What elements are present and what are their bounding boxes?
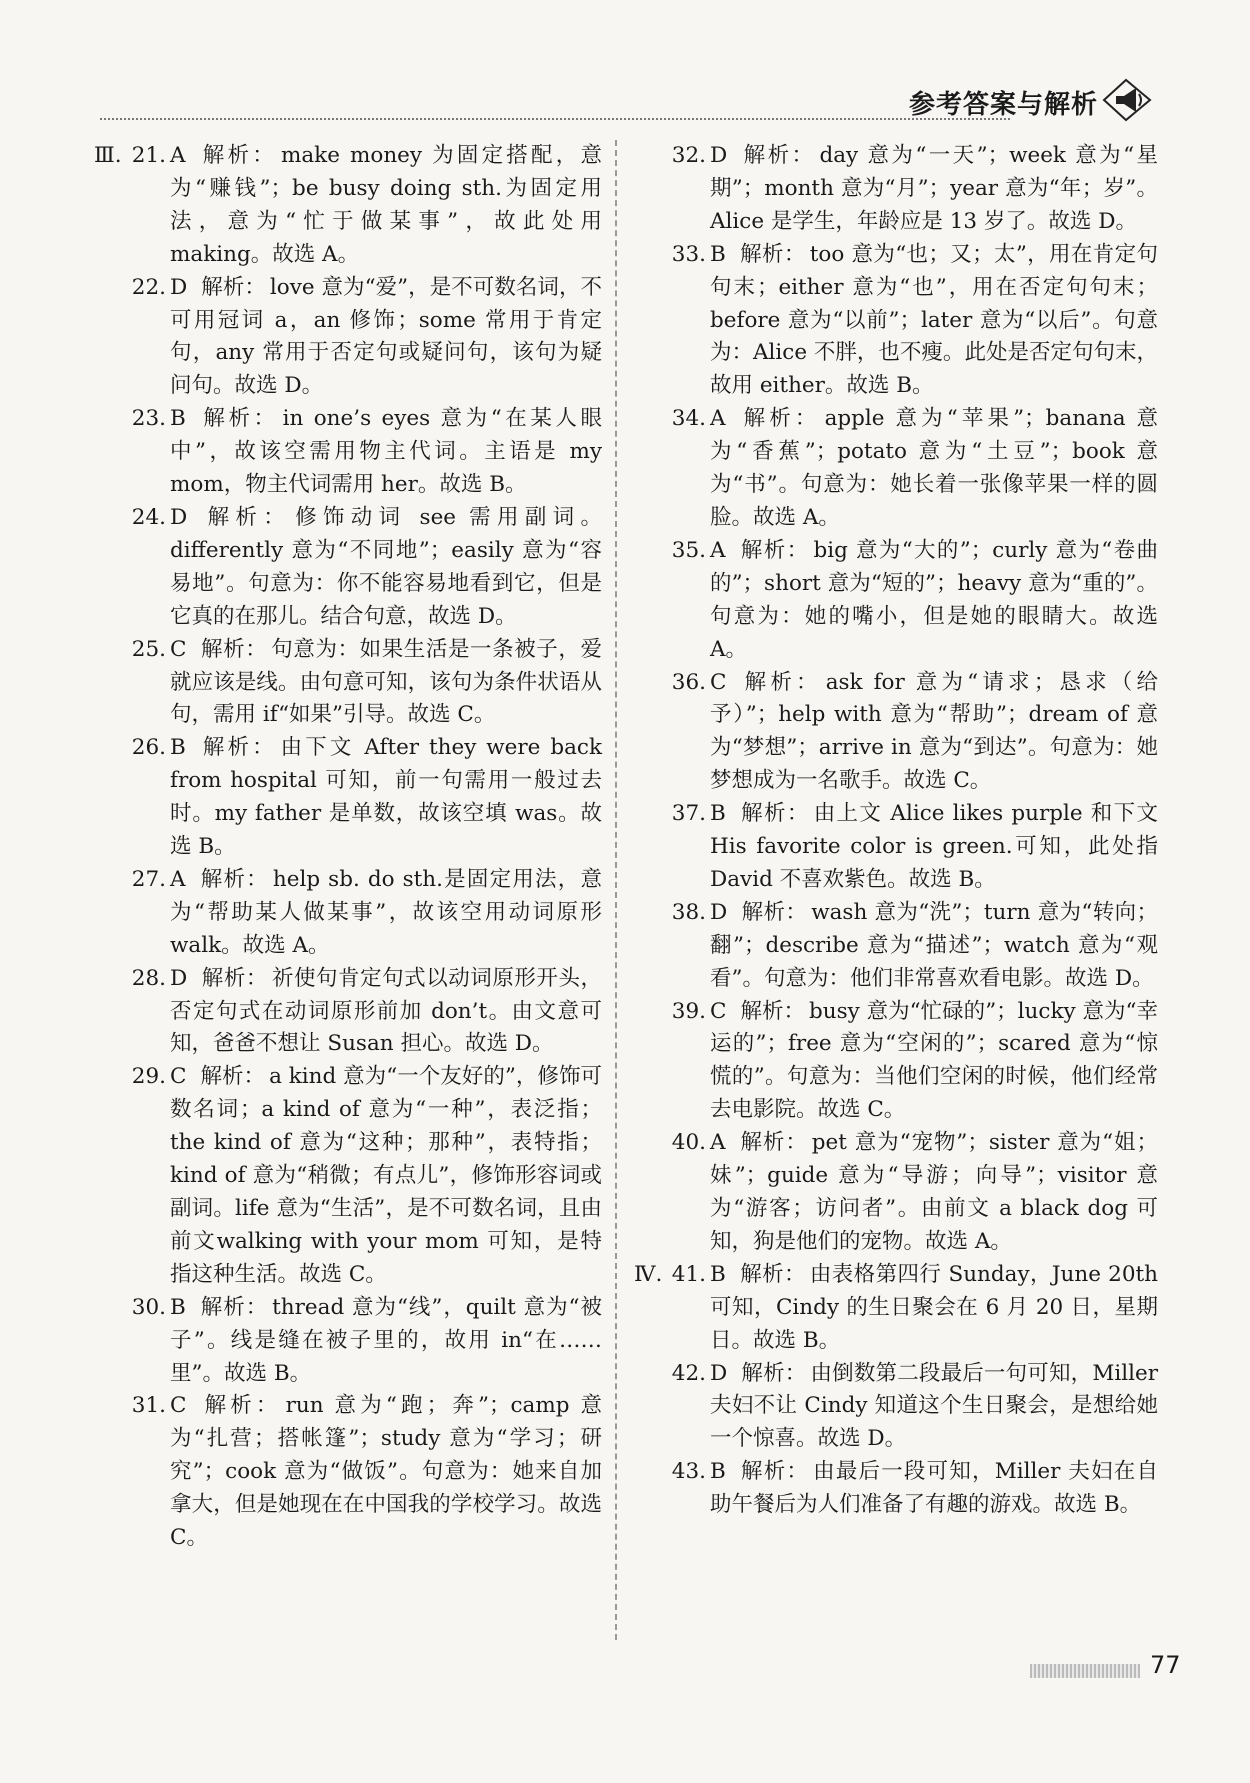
megaphone-icon: [1102, 78, 1152, 122]
analysis-label: 解析：: [201, 504, 292, 530]
question-number: 24.: [131, 504, 166, 530]
question-number: 37.: [671, 801, 706, 827]
analysis-label: 解析：: [739, 801, 810, 827]
answer-item-22: [98, 272, 602, 404]
answer-letter: B: [170, 1294, 186, 1320]
answer-item-30: [98, 1292, 602, 1391]
answer-item-31: [98, 1390, 602, 1555]
answer-item-21: [94, 140, 602, 272]
question-number: 33.: [671, 241, 706, 267]
question-number: 28.: [131, 965, 166, 991]
analysis-text: ask for 意为“请求；恳求（给予）”；help with 意为“帮助”；dream of 意为“梦想”；arrive in 意为“到达”。句意为：她梦想成为一名歌手。故选 C。: [710, 669, 1158, 794]
answer-letter: B: [170, 735, 186, 761]
analysis-text: too 意为“也；又；太”，用在肯定句句末；either 意为“也”，用在否定句句末；before 意为“以前”；later 意为“以后”。句意为：Alice 不胖，也不瘦。此处是否定句句末，故用 either。故选 B。: [710, 241, 1158, 399]
analysis-text: 由表格第四行 Sunday，June 20th 可知，Cindy 的生日聚会在 6 月 20 日，星期日。故选 B。: [710, 1261, 1158, 1353]
analysis-text: 由倒数第二段最后一句可知，Miller 夫妇不让 Cindy 知道这个生日聚会，是想给她一个惊喜。故选 D。: [710, 1360, 1158, 1452]
analysis-label: 解析：: [199, 1294, 269, 1320]
analysis-text: run 意为“跑；奔”；camp 意为“扎营；搭帐篷”；study 意为“学习；研究”；cook 意为“做饭”。句意为：她来自加拿大，但是她现在在中国我的学校学习。故选 C。: [170, 1393, 602, 1551]
page-number: 77: [1150, 1651, 1181, 1679]
answer-item-43: [638, 1456, 1158, 1522]
analysis-label: 解析：: [200, 1064, 266, 1090]
analysis-text: make money 为固定搭配，意为“赚钱”；be busy doing sth.为固定用法，意为“忙于做某事”，故此处用 making。故选 A。: [170, 143, 602, 267]
analysis-text: 由下文 After they were back from hospital 可知，前一句需用一般过去时。my father 是单数，故该空填 was。故选 B。: [170, 735, 602, 860]
answer-letter: A: [710, 1130, 726, 1156]
analysis-label: 解析：: [741, 899, 808, 925]
answer-item-40: [638, 1127, 1158, 1259]
analysis-text: apple 意为“苹果”；banana 意为“香蕉”；potato 意为“土豆”；book 意为“书”。句意为：她长着一张像苹果一样的圆脸。故选 A。: [710, 406, 1158, 530]
answer-item-39: [638, 996, 1158, 1128]
question-number: 38.: [671, 899, 706, 925]
question-number: 36.: [671, 669, 706, 695]
question-number: 30.: [131, 1294, 166, 1320]
right-column: [634, 140, 1158, 1522]
question-number: 35.: [671, 537, 706, 563]
page-header: [100, 78, 1160, 126]
analysis-label: 解析：: [740, 998, 805, 1024]
answer-item-41: [634, 1259, 1158, 1358]
analysis-label: 解析：: [199, 735, 277, 761]
analysis-label: 解析：: [201, 274, 266, 300]
analysis-label: 解析：: [739, 406, 821, 432]
analysis-text: 由上文 Alice likes purple 和下文 His favorite color is green.可知，此处指 David 不喜欢紫色。故选 B。: [710, 801, 1158, 892]
question-number: 22.: [131, 274, 166, 300]
question-number: 23.: [131, 406, 166, 432]
answer-letter: A: [170, 143, 186, 168]
analysis-label: 解析：: [739, 1261, 806, 1287]
analysis-text: 句意为：如果生活是一条被子，爱就应该是线。由句意可知，该句为条件状语从句，需用 if“如果”引导。故选 C。: [170, 636, 602, 728]
analysis-text: 祈使句肯定句式以动词原形开头，否定句式在动词原形前加 don’t。由文意可知，爸爸不想让 Susan 担心。故选 D。: [170, 965, 602, 1057]
answer-item-23: [98, 403, 602, 502]
answer-letter: B: [710, 1261, 726, 1287]
question-number: 32.: [671, 143, 706, 168]
analysis-text: busy 意为“忙碌的”；lucky 意为“幸运的”；free 意为“空闲的”；scared 意为“惊慌的”。句意为：当他们空闲的时候，他们经常去电影院。故选 C。: [710, 998, 1158, 1123]
answer-letter: D: [170, 965, 188, 991]
analysis-label: 解析：: [200, 1393, 282, 1419]
answer-item-24: [98, 502, 602, 634]
analysis-text: 修饰动词 see 需用副词。differently 意为“不同地”；easily 意为“容易地”。句意为：你不能容易地看到它，但是它真的在那儿。结合句意，故选 D。: [170, 504, 602, 629]
question-number: 41.: [671, 1261, 706, 1287]
answer-letter: D: [710, 899, 728, 925]
question-number: 34.: [671, 406, 706, 432]
answer-letter: C: [170, 636, 187, 662]
answer-item-34: [638, 403, 1158, 535]
analysis-text: love 意为“爱”，是不可数名词，不可用冠词 a，an 修饰；some 常用于肯定句，any 常用于否定句或疑问句，该句为疑问句。故选 D。: [170, 274, 602, 399]
analysis-label: 解析：: [200, 636, 268, 662]
left-column: [94, 140, 602, 1555]
answer-letter: D: [170, 274, 188, 300]
analysis-text: day 意为“一天”；week 意为“星期”；month 意为“月”；year 意为“年；岁”。Alice 是学生，年龄应是 13 岁了。故选 D。: [710, 143, 1158, 234]
answer-item-25: [98, 634, 602, 733]
analysis-label: 解析：: [739, 1130, 808, 1156]
analysis-text: in one’s eyes 意为“在某人眼中”，故该空需用物主代词。主语是 my mom，物主代词需用 her。故选 B。: [170, 406, 602, 498]
analysis-text: wash 意为“洗”；turn 意为“转向；翻”；describe 意为“描述”；watch 意为“观看”。句意为：他们非常喜欢看电影。故选 D。: [710, 899, 1158, 991]
answer-letter: D: [710, 143, 728, 168]
analysis-text: a kind 意为“一个友好的”，修饰可数名词；a kind of 意为“一种”，表泛指；the kind of 意为“这种；那种”，表特指；kind of 意为“稍微；有点儿”，修饰形容词或副词。life 意为“生活”，是不可数名词，且由前文walking with your mom 可知，是特指这种生活。故选 C。: [170, 1064, 602, 1287]
answer-letter: A: [710, 406, 726, 432]
analysis-label: 解析：: [741, 143, 816, 168]
answer-item-26: [98, 732, 602, 864]
analysis-label: 解析：: [739, 537, 810, 563]
answer-letter: D: [170, 504, 188, 530]
header-title: 参考答案与解析: [908, 90, 1098, 120]
column-divider: [615, 140, 617, 1640]
analysis-label: 解析：: [740, 669, 822, 695]
answer-letter: B: [710, 801, 726, 827]
answer-letter: B: [170, 406, 186, 432]
question-number: 25.: [131, 636, 166, 662]
answer-item-27: [98, 864, 602, 963]
answer-item-38: [638, 897, 1158, 996]
analysis-label: 解析：: [741, 1360, 807, 1386]
analysis-text: thread 意为“线”，quilt 意为“被子”。线是缝在被子里的，故用 in“在……里”。故选 B。: [170, 1294, 602, 1386]
analysis-label: 解析：: [739, 241, 806, 267]
footer-decoration-bar: [1030, 1664, 1140, 1678]
question-number: 29.: [131, 1064, 166, 1090]
question-number: 40.: [671, 1130, 706, 1156]
answer-item-28: [98, 963, 602, 1062]
analysis-label: 解析：: [201, 965, 268, 991]
answer-item-35: [638, 535, 1158, 667]
question-number: 21.: [131, 143, 166, 168]
answer-letter: B: [710, 241, 726, 267]
section-label: Ⅳ.: [634, 1261, 663, 1287]
analysis-label: 解析：: [739, 1459, 810, 1485]
answer-item-33: [638, 239, 1158, 404]
analysis-text: pet 意为“宠物”；sister 意为“姐；妹”；guide 意为“导游；向导”；visitor 意为“游客；访问者”。由前文 a black dog 可知，狗是他们的宠物。故选 A。: [710, 1130, 1158, 1254]
answer-letter: C: [710, 998, 727, 1024]
answer-item-32: [638, 140, 1158, 239]
analysis-label: 解析：: [199, 406, 279, 432]
question-number: 27.: [131, 866, 166, 892]
answer-letter: A: [170, 866, 186, 892]
question-number: 42.: [671, 1360, 706, 1386]
analysis-label: 解析：: [199, 866, 269, 892]
section-label: Ⅲ.: [94, 143, 122, 168]
answer-letter: C: [710, 669, 727, 695]
answer-item-37: [638, 798, 1158, 897]
answer-letter: A: [710, 537, 726, 563]
question-number: 39.: [671, 998, 706, 1024]
analysis-text: big 意为“大的”；curly 意为“卷曲的”；short 意为“短的”；heavy 意为“重的”。句意为：她的嘴小，但是她的眼睛大。故选 A。: [710, 537, 1158, 662]
answer-letter: C: [170, 1393, 187, 1419]
answer-letter: B: [710, 1459, 726, 1485]
answer-letter: C: [170, 1064, 187, 1090]
question-number: 31.: [131, 1393, 166, 1419]
analysis-label: 解析：: [199, 143, 277, 168]
question-number: 26.: [131, 735, 166, 761]
header-dotted-line: [100, 118, 1010, 120]
answer-item-29: [98, 1061, 602, 1291]
answer-letter: D: [710, 1360, 728, 1386]
analysis-text: help sb. do sth.是固定用法，意为“帮助某人做某事”，故该空用动词原形 walk。故选 A。: [170, 866, 602, 958]
analysis-text: 由最后一段可知，Miller 夫妇在自助午餐后为人们准备了有趣的游戏。故选 B。: [710, 1459, 1158, 1518]
question-number: 43.: [671, 1459, 706, 1485]
answer-item-36: [638, 667, 1158, 799]
answer-item-42: [638, 1358, 1158, 1457]
